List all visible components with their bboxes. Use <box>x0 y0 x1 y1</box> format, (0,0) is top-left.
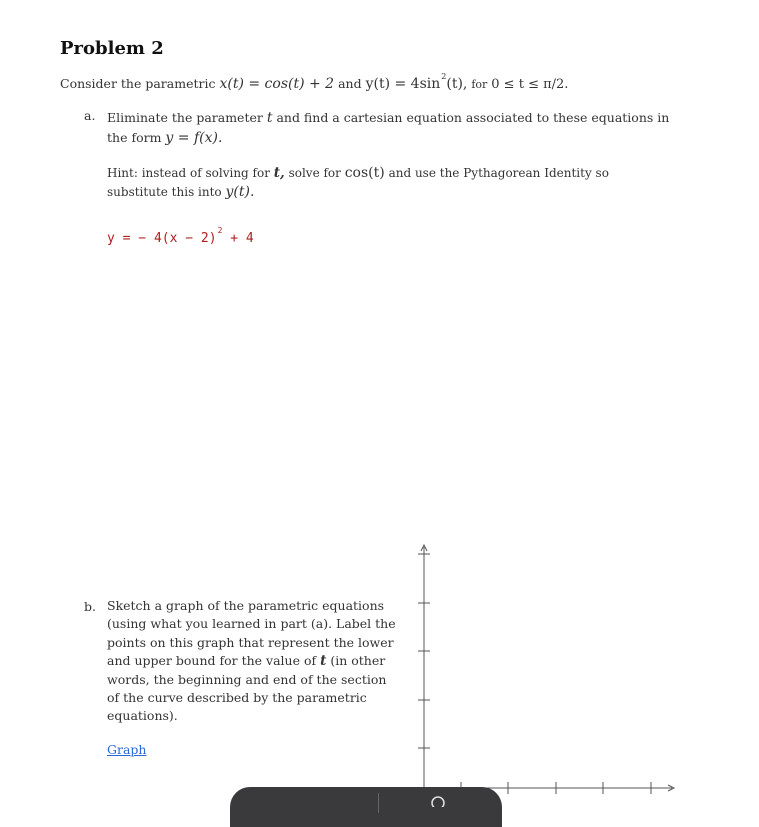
part-a-question <box>107 108 687 148</box>
hint-cos: cos(t) <box>344 165 385 181</box>
y-axis-arrow <box>421 545 427 551</box>
answer-exponent: 2 <box>217 226 223 235</box>
y-equation-pre: y(t) = 4sin <box>365 76 441 92</box>
t-range: 0 ≤ t ≤ π/2. <box>491 77 569 92</box>
toolbar-separator <box>378 793 379 813</box>
part-a-hint <box>107 164 667 202</box>
graph-link[interactable]: Graph <box>107 742 147 757</box>
hint-var-t: t, <box>273 165 285 181</box>
part-a-var-t: t <box>266 110 273 126</box>
intro-and: and <box>338 76 362 91</box>
y-equation <box>365 72 468 92</box>
floating-toolbar[interactable] <box>230 787 502 827</box>
part-b-question <box>107 597 397 726</box>
answer-equation[interactable] <box>107 226 254 246</box>
problem-intro <box>60 72 568 92</box>
part-a-text-2: and find a cartesian equation associated to these equations in the form <box>107 110 670 145</box>
part-a-form: y = f(x). <box>165 130 223 146</box>
answer-post: + 4 <box>222 231 254 246</box>
part-b-label: b. <box>84 599 96 614</box>
hint-text-1: Hint: instead of solving for <box>107 166 270 180</box>
part-b-var-t: t <box>320 653 327 670</box>
intro-lead: Consider the parametric <box>60 76 216 91</box>
toolbar-icon[interactable] <box>428 793 448 807</box>
part-b-text-2: (in other words, the beginning and end of the section of the curve described by the parametric equations). <box>107 653 387 724</box>
hint-text-3: and use the Pythagorean Identity so substitute this into <box>107 166 609 199</box>
answer-pre: y = − 4(x − 2) <box>107 231 217 246</box>
problem-title: Problem 2 <box>60 38 164 59</box>
hint-y: y(t). <box>225 184 255 200</box>
hint-text-2: solve for <box>288 166 341 180</box>
intro-range-lead: for <box>471 78 488 91</box>
part-a-text-1: Eliminate the parameter <box>107 110 263 125</box>
part-a-label: a. <box>84 108 96 123</box>
y-equation-post: (t), <box>446 76 468 92</box>
y-equation-exponent: 2 <box>441 72 447 81</box>
x-equation: x(t) = cos(t) + 2 <box>219 76 335 92</box>
part-b-text-1: Sketch a graph of the parametric equations (using what you learned in part (a). Label the points on this graph that represent the lower and upper bound for the value of <box>107 598 396 669</box>
x-axis-arrow <box>668 785 674 791</box>
